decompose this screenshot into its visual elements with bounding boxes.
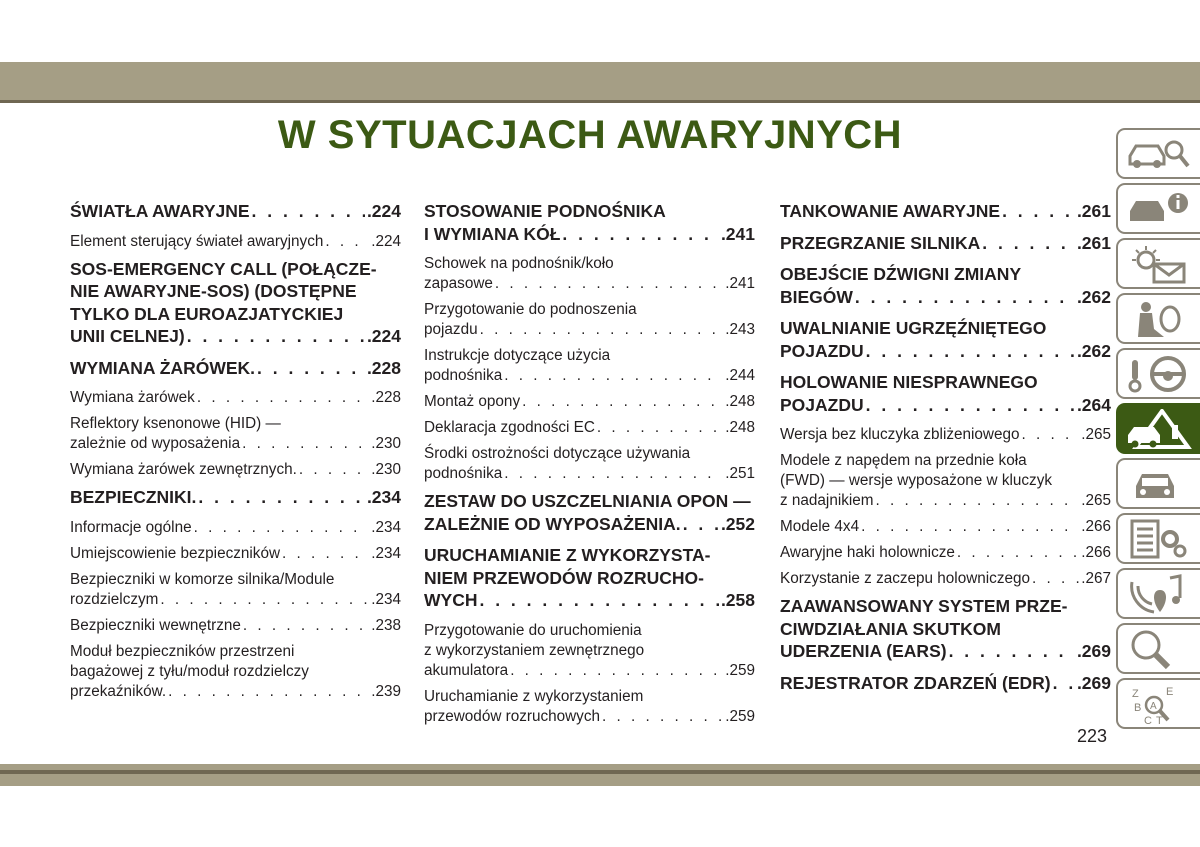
toc-entry-line	[780, 543, 1111, 563]
toc-page-number: .252	[720, 513, 755, 534]
toc-entry-line	[70, 616, 401, 636]
toc-entry-text: Schowek na podnośnik/koło	[424, 255, 614, 272]
toc-page-number: .228	[366, 357, 401, 378]
dot-leader	[168, 682, 369, 702]
toc-subsection-entry[interactable]	[780, 543, 1111, 563]
toc-entry-text: REJESTRATOR ZDARZEŃ (EDR)	[780, 672, 1051, 693]
toc-entry-text: z wykorzystaniem zewnętrznego	[424, 641, 645, 659]
toc-entry-text: SOS-EMERGENCY CALL (POŁĄCZE-	[70, 258, 377, 279]
toc-subsection-entry[interactable]	[780, 517, 1111, 537]
toc-page-number: .241	[720, 223, 755, 244]
toc-entry-line	[780, 232, 1111, 255]
toc-entry-text: z nadajnikiem	[780, 492, 874, 509]
dot-leader	[257, 357, 365, 380]
toc-page-number: .224	[366, 201, 401, 221]
dot-leader	[187, 325, 365, 348]
toc-page-number: .239	[371, 682, 401, 700]
toc-page-number: .265	[1081, 426, 1111, 443]
dot-leader	[252, 200, 365, 223]
toc-page-number: .234	[371, 544, 401, 562]
toc-entry-text: przekaźników.	[70, 682, 167, 700]
toc-entry-line	[424, 418, 755, 438]
toc-page-number: .234	[371, 518, 401, 536]
toc-entry-line	[424, 567, 755, 590]
toc-subsection-entry[interactable]	[70, 518, 401, 538]
toc-entry-line	[424, 200, 755, 223]
index-letter-z: Z	[1132, 688, 1139, 700]
dot-leader	[160, 590, 369, 610]
toc-entry-text: Moduł bezpieczników przestrzeni	[70, 642, 295, 660]
toc-section-entry[interactable]	[70, 200, 401, 223]
toc-entry-line	[424, 513, 755, 536]
toc-entry-text: zależnie od wyposażenia	[70, 435, 241, 452]
toc-page-number: .230	[371, 461, 401, 478]
dot-leader	[597, 418, 723, 438]
dot-leader	[197, 388, 369, 408]
toc-entry-line	[780, 595, 1111, 618]
toc-entry-text: URUCHAMIANIE Z WYKORZYSTA-	[424, 545, 711, 565]
tab-multimedia[interactable]	[1116, 568, 1200, 619]
toc-entry-text: Umiejscowienie bezpieczników	[70, 544, 280, 562]
dot-leader	[1053, 672, 1075, 695]
airbag-seat-icon	[1124, 299, 1194, 341]
alphabet-index-icon	[1124, 684, 1194, 726]
toc-entry-text: BIEGÓW	[780, 286, 853, 307]
key-steering-wheel-icon	[1124, 354, 1194, 396]
bottom-band-stripe	[0, 770, 1200, 774]
toc-entry-line	[70, 414, 401, 434]
chapter-tabs	[1116, 128, 1200, 733]
toc-entry-line	[780, 471, 1111, 491]
toc-entry-line	[780, 640, 1111, 663]
toc-entry-text: Wersja bez kluczyka zbliżeniowego	[780, 426, 1020, 443]
toc-entry-line	[780, 425, 1111, 445]
dot-leader	[480, 320, 724, 340]
dot-leader	[325, 232, 369, 252]
dot-leader	[510, 661, 723, 681]
toc-entry-line	[70, 388, 401, 408]
tab-car-inspection[interactable]	[1116, 128, 1200, 179]
dot-leader	[299, 460, 369, 480]
dot-leader	[198, 486, 365, 509]
toc-entry-line	[780, 286, 1111, 309]
car-magnifier-icon	[1124, 134, 1194, 176]
toc-entry-text: (FWD) — wersje wyposażone w kluczyk	[780, 472, 1052, 489]
toc-entry-text: Instrukcje dotyczące użycia	[424, 347, 611, 364]
toc-page-number: .230	[371, 435, 401, 452]
toc-subsection-entry[interactable]	[70, 232, 401, 252]
toc-page-number: .262	[1076, 340, 1111, 361]
toc-entry-text: WYMIANA ŻARÓWEK.	[70, 357, 256, 378]
dot-leader	[243, 616, 369, 636]
toc-entry-line	[780, 451, 1111, 471]
toc-subsection-entry[interactable]	[424, 300, 755, 340]
toc-entry-line	[424, 254, 755, 274]
toc-entry-text: przewodów rozruchowych	[424, 707, 600, 725]
toc-entry-line	[70, 518, 401, 538]
toc-entry-text: I WYMIANA KÓŁ	[424, 223, 561, 244]
toc-entry-text: Wymiana żarówek zewnętrznych.	[70, 461, 297, 478]
toc-subsection-entry[interactable]	[70, 544, 401, 564]
toc-entry-line	[70, 434, 401, 454]
toc-page-number: .228	[371, 389, 401, 406]
toc-entry-text: CIWDZIAŁANIA SKUTKOM	[780, 618, 1001, 639]
toc-section-entry[interactable]	[70, 258, 401, 348]
toc-entry-line	[70, 325, 401, 348]
dot-leader	[1021, 425, 1079, 445]
emergency-triangle-car-icon	[1124, 409, 1194, 451]
toc-entry-line	[424, 661, 755, 681]
dot-leader	[683, 513, 719, 536]
toc-page-number: .269	[1076, 672, 1111, 693]
toc-entry-line	[70, 280, 401, 303]
index-letter-c: C	[1144, 715, 1152, 726]
toc-section-entry[interactable]	[780, 595, 1111, 663]
toc-entry-text: POJAZDU	[780, 340, 864, 361]
toc-subsection-entry[interactable]	[424, 444, 755, 484]
toc-subsection-entry[interactable]	[424, 254, 755, 294]
index-letter-e: E	[1166, 686, 1174, 698]
toc-entry-text: Informacje ogólne	[70, 518, 192, 536]
toc-entry-line	[780, 340, 1111, 363]
dot-leader	[876, 491, 1080, 511]
toc-entry-text: ZALEŻNIE OD WYPOSAŻENIA.	[424, 513, 681, 534]
toc-entry-text: WYCH	[424, 590, 478, 610]
toc-entry-line	[70, 662, 401, 682]
toc-page-number: .264	[1076, 394, 1111, 415]
top-decorative-band	[0, 62, 1200, 100]
toc-section-entry[interactable]	[780, 672, 1111, 695]
toc-entry-line	[70, 200, 401, 223]
toc-entry-text: akumulatora	[424, 661, 509, 679]
toc-entry-text: Uruchamianie z wykorzystaniem	[424, 687, 644, 705]
toc-entry-line	[424, 300, 755, 320]
toc-entry-text: BEZPIECZNIKI.	[70, 487, 197, 507]
tab-warning-lights[interactable]	[1116, 238, 1200, 289]
toc-entry-line	[424, 544, 755, 567]
toc-page-number: .266	[1081, 544, 1111, 561]
toc-entry-text: podnośnika	[424, 367, 503, 384]
toc-section-entry[interactable]	[424, 544, 755, 612]
toc-entry-line	[424, 274, 755, 294]
toc-entry-line	[780, 263, 1111, 286]
tab-emergency[interactable]	[1116, 403, 1200, 454]
toc-page-number: .261	[1076, 201, 1111, 221]
toc-subsection-entry[interactable]	[780, 425, 1111, 445]
toc-section-entry[interactable]	[780, 371, 1111, 416]
toc-page-number: .248	[725, 393, 755, 410]
toc-page-number: .234	[371, 590, 401, 608]
car-service-icon	[1124, 464, 1194, 506]
toc-section-entry[interactable]	[780, 200, 1111, 223]
toc-entry-text: ZESTAW DO USZCZELNIANIA OPON —	[424, 491, 751, 511]
dot-leader	[504, 366, 723, 386]
toc-subsection-entry[interactable]	[70, 460, 401, 480]
dot-leader	[242, 434, 369, 454]
toc-entry-text: NIE AWARYJNE-SOS) (DOSTĘPNE	[70, 281, 357, 301]
tab-alphabetical-index[interactable]	[1116, 678, 1200, 729]
toc-section-entry[interactable]	[70, 486, 401, 509]
toc-page-number: .259	[725, 661, 755, 679]
dot-leader	[949, 640, 1075, 663]
toc-entry-line	[70, 258, 401, 281]
toc-entry-line	[780, 569, 1111, 589]
dot-leader	[866, 394, 1075, 417]
dot-leader	[562, 223, 719, 246]
toc-page-number: .267	[1081, 570, 1111, 587]
toc-entry-line	[70, 357, 401, 380]
toc-subsection-entry[interactable]	[70, 616, 401, 636]
index-letter-a: A	[1150, 701, 1157, 712]
toc-page-number: .224	[366, 326, 401, 346]
toc-entry-text: NIEM PRZEWODÓW ROZRUCHO-	[424, 567, 704, 588]
toc-page-number: .266	[1081, 518, 1111, 535]
toc-subsection-entry[interactable]	[70, 414, 401, 454]
page-title: W SYTUACJACH AWARYJNYCH	[277, 113, 903, 157]
toc-entry-text: pojazdu	[424, 321, 478, 338]
toc-entry-line	[424, 707, 755, 727]
toc-page-number: .238	[371, 616, 401, 634]
dot-leader	[1032, 569, 1079, 589]
toc-entry-line	[424, 490, 755, 513]
toc-entry-line	[780, 371, 1111, 394]
tab-starting-driving[interactable]	[1116, 348, 1200, 399]
toc-entry-line	[70, 642, 401, 662]
toc-entry-text: POJAZDU	[780, 394, 864, 415]
toc-page-number: .258	[720, 590, 755, 610]
toc-page-number: .262	[1076, 286, 1111, 307]
toc-entry-line	[780, 618, 1111, 641]
toc-entry-text: Deklaracja zgodności EC	[424, 419, 595, 436]
warning-lights-message-icon	[1124, 244, 1194, 286]
toc-entry-text: ZAAWANSOWANY SYSTEM PRZE-	[780, 596, 1068, 616]
toc-entry-text: Modele 4x4	[780, 518, 860, 535]
multimedia-navigation-icon	[1124, 574, 1194, 616]
toc-entry-line	[424, 687, 755, 707]
toc-entry-line	[780, 491, 1111, 511]
dot-leader	[522, 392, 723, 412]
toc-entry-line	[70, 486, 401, 509]
toc-entry-text: ŚWIATŁA AWARYJNE	[70, 201, 250, 221]
dot-leader	[1002, 200, 1075, 223]
toc-page-number: .234	[366, 487, 401, 507]
toc-entry-line	[424, 464, 755, 484]
search-magnifier-icon	[1124, 629, 1194, 671]
toc-entry-line	[424, 621, 755, 641]
page-number: 223	[1077, 726, 1108, 746]
toc-entry-text: PRZEGRZANIE SILNIKA	[780, 232, 981, 253]
toc-entry-line	[424, 641, 755, 661]
toc-entry-text: Element sterujący świateł awaryjnych	[70, 232, 324, 250]
toc-section-entry[interactable]	[780, 232, 1111, 255]
toc-entry-line	[424, 444, 755, 464]
toc-entry-line	[424, 392, 755, 412]
toc-entry-text: bagażowej z tyłu/moduł rozdzielczy	[70, 662, 309, 680]
toc-entry-line	[424, 320, 755, 340]
toc-subsection-entry[interactable]	[70, 642, 401, 702]
dot-leader	[982, 232, 1075, 255]
toc-subsection-entry[interactable]	[780, 451, 1111, 511]
toc-entry-text: UDERZENIA (EARS)	[780, 641, 947, 661]
toc-entry-text: Wymiana żarówek	[70, 389, 195, 406]
toc-entry-text: OBEJŚCIE DŹWIGNI ZMIANY	[780, 264, 1022, 284]
toc-page-number: .269	[1076, 641, 1111, 661]
toc-entry-text: STOSOWANIE PODNOŚNIKA	[424, 201, 666, 221]
toc-entry-text: rozdzielczym	[70, 590, 159, 608]
toc-subsection-entry[interactable]	[70, 570, 401, 610]
toc-entry-line	[70, 544, 401, 564]
toc-column-1	[70, 194, 401, 708]
toc-entry-text: Bezpieczniki w komorze silnika/Module	[70, 570, 335, 588]
toc-section-entry[interactable]	[780, 317, 1111, 362]
toc-entry-text: Awaryjne haki holownicze	[780, 544, 955, 561]
toc-entry-text: HOLOWANIE NIESPRAWNEGO	[780, 372, 1038, 392]
index-letter-b: B	[1134, 702, 1142, 714]
toc-entry-text: Środki ostrożności dotyczące używania	[424, 445, 691, 462]
toc-entry-line	[424, 589, 755, 612]
toc-page-number: .265	[1081, 492, 1111, 509]
toc-entry-text: UWALNIANIE UGRZĘŹNIĘTEGO	[780, 318, 1047, 338]
toc-section-entry[interactable]	[780, 263, 1111, 308]
toc-subsection-entry[interactable]	[424, 687, 755, 727]
toc-entry-line	[70, 570, 401, 590]
toc-page-number: .261	[1076, 232, 1111, 253]
toc-entry-line	[70, 460, 401, 480]
toc-entry-text: podnośnika	[424, 465, 503, 482]
toc-entry-text: Przygotowanie do podnoszenia	[424, 301, 637, 318]
toc-entry-line	[70, 303, 401, 326]
toc-entry-text: UNII CELNEJ)	[70, 326, 185, 346]
toc-subsection-entry[interactable]	[424, 346, 755, 386]
toc-entry-text: zapasowe	[424, 275, 493, 292]
dot-leader	[282, 544, 369, 564]
tab-specifications[interactable]	[1116, 513, 1200, 564]
toc-entry-text: Bezpieczniki wewnętrzne	[70, 616, 241, 634]
toc-page-number: .259	[725, 707, 755, 725]
dot-leader	[855, 286, 1075, 309]
dot-leader	[861, 517, 1079, 537]
car-info-icon	[1124, 189, 1194, 231]
toc-page-number: .251	[725, 465, 755, 482]
toc-entry-text: Korzystanie z zaczepu holowniczego	[780, 570, 1030, 587]
tab-car-info[interactable]	[1116, 183, 1200, 234]
toc-entry-text: Modele z napędem na przednie koła	[780, 452, 1027, 469]
toc-section-entry[interactable]	[424, 490, 755, 535]
toc-column-2	[424, 194, 755, 733]
toc-entry-text: TYLKO DLA EUROAZJATYCKIEJ	[70, 303, 344, 324]
toc-column-3	[780, 194, 1111, 703]
dot-leader	[495, 274, 723, 294]
tab-service[interactable]	[1116, 458, 1200, 509]
toc-entry-text: Montaż opony	[424, 393, 521, 410]
toc-entry-line	[424, 366, 755, 386]
toc-subsection-entry[interactable]	[424, 392, 755, 412]
toc-entry-line	[424, 223, 755, 246]
toc-page-number: .241	[725, 275, 755, 292]
toc-entry-line	[70, 682, 401, 702]
toc-page-number: .224	[371, 232, 401, 250]
dot-leader	[957, 543, 1079, 563]
toc-entry-line	[780, 672, 1111, 695]
toc-page-number: .248	[725, 419, 755, 436]
dot-leader	[479, 589, 718, 612]
toc-entry-line	[424, 346, 755, 366]
toc-entry-text: Reflektory ksenonowe (HID) —	[70, 415, 281, 432]
toc-section-entry[interactable]	[70, 357, 401, 380]
top-band-stripe	[0, 100, 1200, 103]
dot-leader	[866, 340, 1075, 363]
toc-subsection-entry[interactable]	[70, 388, 401, 408]
toc-entry-line	[70, 590, 401, 610]
toc-entry-line	[780, 394, 1111, 417]
toc-subsection-entry[interactable]	[780, 569, 1111, 589]
toc-entry-line	[70, 232, 401, 252]
checklist-gear-icon	[1124, 519, 1194, 561]
toc-subsection-entry[interactable]	[424, 418, 755, 438]
index-letter-t: T	[1156, 715, 1163, 726]
toc-entry-text: TANKOWANIE AWARYJNE	[780, 201, 1001, 221]
toc-page-number: .244	[725, 367, 755, 384]
toc-entry-line	[780, 317, 1111, 340]
dot-leader	[194, 518, 370, 538]
toc-entry-text: Przygotowanie do uruchomienia	[424, 621, 642, 639]
bottom-decorative-band	[0, 764, 1200, 786]
toc-subsection-entry[interactable]	[424, 621, 755, 681]
tab-safety[interactable]	[1116, 293, 1200, 344]
dot-leader	[602, 707, 723, 727]
toc-entry-line	[780, 517, 1111, 537]
toc-section-entry[interactable]	[424, 200, 755, 245]
toc-entry-line	[780, 200, 1111, 223]
dot-leader	[504, 464, 723, 484]
toc-page-number: .243	[725, 321, 755, 338]
tab-index-search[interactable]	[1116, 623, 1200, 674]
